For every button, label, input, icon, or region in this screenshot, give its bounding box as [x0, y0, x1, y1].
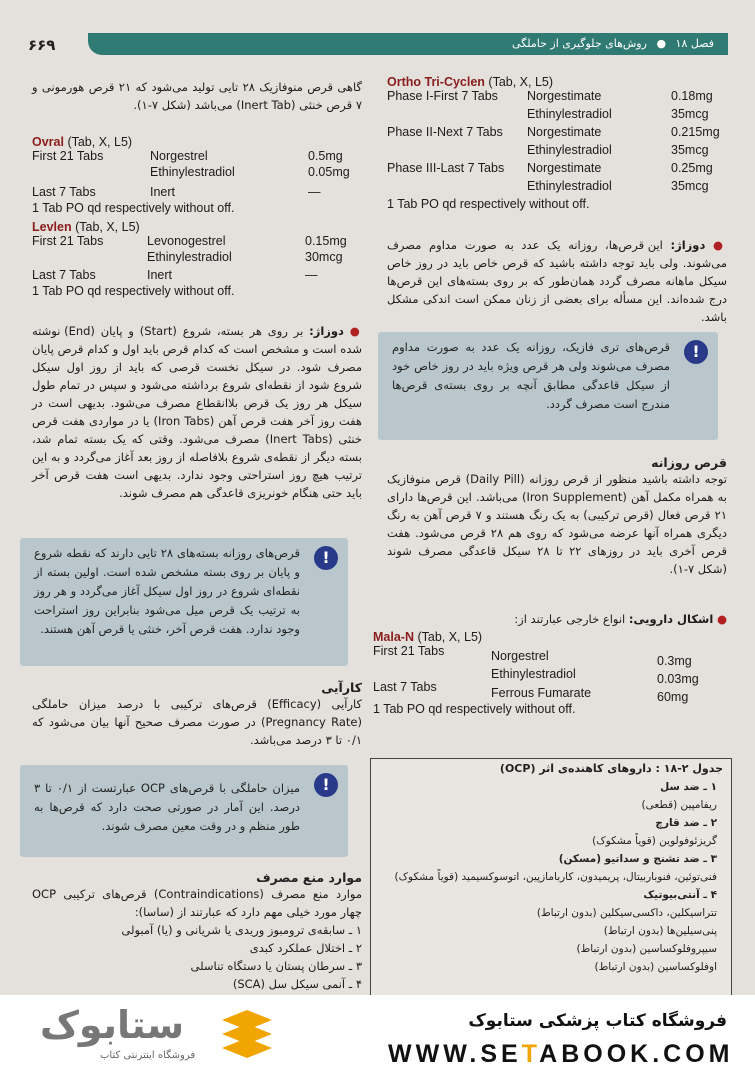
ovral-block [32, 135, 362, 215]
contra-heading: موارد منع مصرف [256, 870, 362, 885]
forms-paragraph [387, 610, 727, 628]
efficacy-heading: کارآیی [321, 680, 362, 695]
exclamation-icon: ! [314, 546, 338, 570]
list-item: سیپروفلوکساسین (بدون ارتباط) [576, 943, 717, 955]
ortho-title: Ortho Tri-Cyclen [387, 75, 485, 89]
list-item: ۲ ـ ضد قارچ [655, 817, 717, 829]
note-box-daily [20, 538, 348, 666]
efficacy-section [32, 680, 362, 749]
malan-footer: 1 Tab PO qd respectively without off. [373, 702, 576, 716]
table-row: Phase I-First 7 Tabs Norgestimate 0.18mg [387, 89, 713, 103]
table-row: Ethinylestradiol 35mcg [527, 107, 709, 121]
left-intro: گاهی قرص منوفازیک ۲۸ تایی تولید می‌شود که ۲۱ قرص هورمونی و ۷ قرص خنثی (Inert Tab) می‌باشد (شکل ۷-۱). [32, 80, 362, 112]
table-row: First 21 Tabs Norgestrel 0.5mg [32, 149, 343, 163]
daily-pill-text: توجه داشته باشید منظور از قرص روزانه (Daily Pill) قرص منوفازیک به همراه مکمل آهن (Iron Supplement) می‌باشد. این قرص‌ها دارای ۲۱ قرص فعال (قرص ترکیبی) به یک رنگ هستند و ۷ قرص آهن به رنگ دیگری همراه آنها عرضه می‌شود که روی هم ۲۸ قرص می‌شود. هفت قرص آخری باید در روزهای ۲۲ تا ۲۸ سیکل قاعدگی مصرف شوند (شکل ۷-۱). [387, 472, 728, 576]
ortho-suffix: (Tab, X, L5) [484, 75, 554, 89]
dose-text: این قرص‌ها، روزانه یک عدد به صورت مداوم مصرف می‌شوند. ولی باید توجه داشته باشید که قرص خاص باید در روز خاص سیکل ماهانه مصرف گردد همان‌طور که بر روی بسته‌های این قرص‌ها درج شده‌اند. این مسأله برای بعضی از زنان ممکن است اندکی مشکل باشد. [387, 238, 727, 324]
table-row: First 21 Tabs Norgestrel 0.3mg [373, 644, 692, 668]
table-row: Ethinylestradiol 35mcg [527, 143, 709, 157]
ovral-title: Ovral [32, 135, 64, 149]
setabook-logo[interactable]: ستابوک [40, 1003, 185, 1047]
list-item: گریزئوفولوین (قویاً مشکوک) [592, 835, 717, 847]
list-item: ۲ ـ اختلال عملکرد کبدی [249, 941, 362, 955]
list-item: ۴ ـ آنتی‌بیوتیک [643, 889, 717, 901]
note-box-efficacy [20, 765, 348, 857]
left-dose-paragraph [32, 322, 362, 502]
table-row: Ethinylestradiol 0.05mg [150, 165, 350, 179]
table-row: Ethinylestradiol 30mcg [147, 250, 343, 264]
forms-text: انواع خارجی عبارتند از: [514, 612, 626, 626]
bullet-icon: ● [713, 238, 728, 252]
table-row: Phase III-Last 7 Tabs Norgestimate 0.25mg [387, 161, 713, 175]
ocp-interaction-table [370, 758, 732, 995]
right-dose-paragraph [387, 236, 727, 326]
exclamation-icon: ! [314, 773, 338, 797]
table-row: Phase II-Next 7 Tabs Norgestimate 0.215mg [387, 125, 720, 139]
page-number: ۶۶۹ [28, 36, 56, 54]
list-item: فنی‌توئین، فنوباربیتال، پریمیدون، کاربامازپین، اتوسوکسیمید (قویاً مشکوک) [394, 871, 717, 883]
daily-pill-section [387, 455, 727, 578]
contra-text: موارد منع مصرف (Contraindications) قرص‌های ترکیبی OCP چهار مورد خیلی مهم دارد که عبارتند از (ساسا): [32, 887, 362, 919]
note-text: قرص‌های روزانه بسته‌های ۲۸ تایی دارند که نقطه شروع و پایان بر روی بسته مشخص شده است. اولین بسته از نقطه‌ای شروع در روز اول سیکل آغاز می‌گردد و هر روز به ترتیب یک قرص میل می‌شود بنابراین روز استراحت وجود ندارد. هفت قرص آخر، خنثی یا قرص آهن هستند. [34, 546, 301, 636]
levlen-block [32, 220, 362, 298]
levlen-footer: 1 Tab PO qd respectively without off. [32, 284, 235, 298]
note-text: میزان حاملگی با قرص‌های OCP عبارتست از ۰/۱ تا ۳ درصد. این آمار در صورتی صحت دارد که قرص‌ها به طور منظم و در وقت معین مصرف شوند. [34, 781, 301, 833]
list-item: ۱ ـ ضد سل [660, 781, 717, 793]
chapter-header-bar [88, 33, 728, 55]
table-row: Ethinylestradiol 0.03mg [491, 667, 699, 686]
list-item: اوفلوکساسین (بدون ارتباط) [594, 961, 717, 973]
header-separator: ● [656, 37, 667, 50]
bullet-icon: ● [716, 612, 727, 626]
levlen-suffix: (Tab, X, L5) [71, 220, 140, 234]
website-url[interactable]: WWW.SETABOOK.COM [388, 1040, 734, 1068]
table-row: Last 7 Tabs Inert — [32, 268, 318, 282]
book-stack-icon [218, 1010, 276, 1062]
chapter-title: روش‌های جلوگیری از حاملگی [511, 37, 647, 50]
malan-title: Mala-N [373, 630, 414, 644]
malan-suffix: (Tab, X, L5) [413, 630, 483, 644]
exclamation-icon: ! [684, 340, 708, 364]
ovral-suffix: (Tab, X, L5) [63, 135, 133, 149]
table-row: Last 7 Tabs Inert — [32, 185, 321, 199]
logo-subtitle: فروشگاه اینترنتی کتاب [100, 1050, 196, 1061]
shop-name: فروشگاه کتاب پزشکی ستابوک [468, 1011, 727, 1031]
ovral-footer: 1 Tab PO qd respectively without off. [32, 201, 235, 215]
chapter-label: فصل ۱۸ [675, 37, 714, 50]
shop-banner [0, 995, 755, 1080]
ortho-footer: 1 Tab PO qd respectively without off. [387, 197, 590, 211]
forms-label: اشکال دارویی: [628, 612, 714, 626]
list-item: ۳ ـ سرطان پستان یا دستگاه تناسلی [190, 959, 362, 973]
list-item: ۳ ـ ضد تشنج و سداتیو (مسکن) [558, 853, 717, 865]
table-row: Ethinylestradiol 35mcg [527, 179, 709, 193]
dose-label: دوزاژ: [670, 238, 706, 252]
table-list [371, 778, 731, 976]
dose-text: بر روی هر بسته، شروع (Start) و پایان (End) نوشته شده است و مشخص است که کدام قرص باید اول و کدام قرص پایان مصرف شود. در سیکل نخست قرصی که باید از روز اول سیکل شروع شود از نقطه‌ای شروع برداشته می‌شود و سپس در تمام طول سیکل هر روز یک قرص بلاانقطاع مصرف می‌شود. بدیهی است در هفت روز آخر هفت قرص آهن (Iron Tabs) یا در مواردی هفت قرص خنثی (Inert Tabs) مصرف می‌شود. وقتی که یک بسته تمام شد، بسته دیگر از نقطه‌ی شروع بلافاصله از روز بعد آغاز می‌گردد و به این ترتیب هیچ روز استراحتی وجود ندارد. بدیهی است هفت قرص آخر باید حتی هنگام خونریزی قاعدگی هم مصرف شوند. [32, 324, 363, 500]
table-title: جدول ۲-۱۸ : داروهای کاهنده‌ی اثر (OCP) [499, 762, 723, 775]
list-item: ۱ ـ سابقه‌ی ترومبوز وریدی یا شریانی و (یا) آمبولی [121, 923, 362, 937]
table-row: First 21 Tabs Levonogestrel 0.15mg [32, 234, 347, 248]
levlen-title: Levlen [32, 220, 72, 234]
bullet-icon: ● [349, 324, 362, 338]
dose-label: دوزاژ: [309, 324, 344, 338]
list-item: ۴ ـ آنمی سیکل سل (SCA) [232, 977, 362, 991]
daily-pill-heading: قرص روزانه [651, 455, 727, 470]
list-item: ریفامپین (قطعی) [641, 799, 717, 811]
note-text: قرص‌های تری فازیک، روزانه یک عدد به صورت مداوم مصرف می‌شوند ولی هر قرص ویژه باید در روز خاص خود از سیکل قاعدگی مطابق آنچه بر روی بسته‌ی قرص‌ها مندرج است مصرف گردد. [392, 340, 670, 411]
contraindications-section [32, 870, 362, 993]
table-row: Last 7 Tabs Ferrous Fumarate 60mg [373, 680, 689, 704]
note-box-triphasic [378, 332, 718, 440]
malan-block [373, 630, 723, 716]
efficacy-text: کارآیی (Efficacy) قرص‌های ترکیبی با درصد میزان حاملگی (Pregnancy Rate) در صورت مصرف صحیح آنها بیان می‌شود که ۰/۱ تا ۳ درصد می‌باشد. [32, 697, 363, 747]
list-item: پنی‌سیلین‌ها (بدون ارتباط) [603, 925, 717, 937]
ortho-block [387, 75, 727, 211]
list-item: تتراسیکلین، داکسی‌سیکلین (بدون ارتباط) [536, 907, 717, 919]
